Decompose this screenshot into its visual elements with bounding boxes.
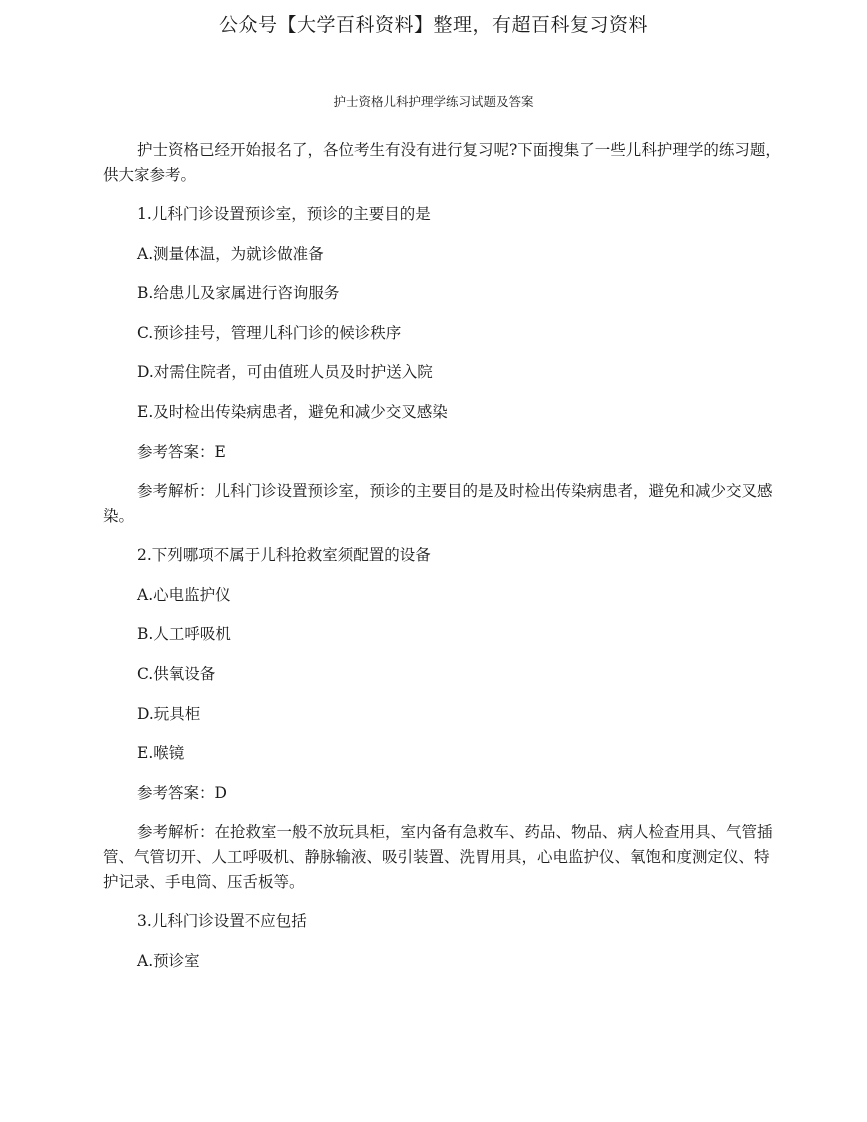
question-2: 2.下列哪项不属于儿科抢救室须配置的设备 [137, 546, 431, 565]
q2-option-c: C.供氧设备 [137, 664, 216, 683]
q2-option-a: A.心电监护仪 [137, 585, 231, 604]
q1-option-c: C.预诊挂号，管理儿科门诊的候诊秩序 [137, 323, 402, 342]
q1-analysis: 参考解析：儿科门诊设置预诊室，预诊的主要目的是及时检出传染病患者，避免和减少交叉感染。 [103, 482, 773, 526]
q2-analysis: 参考解析：在抢救室一般不放玩具柜，室内备有急救车、药品、物品、病人检查用具、气管插管、气管切开、人工呼吸机、静脉输液、吸引装置、洗胃用具，心电监护仪、氧饱和度测定仪、特护记录、手电筒、压舌板等。 [103, 823, 773, 892]
q2-option-d: D.玩具柜 [137, 704, 201, 723]
intro-paragraph: 护士资格已经开始报名了，各位考生有没有进行复习呢?下面搜集了一些儿科护理学的练习题，供大家参考。 [103, 141, 781, 184]
document-title: 护士资格儿科护理学练习试题及答案 [333, 94, 534, 109]
q1-option-a: A.测量体温，为就诊做准备 [137, 244, 324, 263]
q1-answer: 参考答案：E [137, 442, 226, 461]
document-body [103, 138, 783, 989]
q1-option-d: D.对需住院者，可由值班人员及时护送入院 [137, 363, 433, 382]
question-3: 3.儿科门诊设置不应包括 [137, 912, 307, 931]
question-1: 1.儿科门诊设置预诊室，预诊的主要目的是 [137, 205, 431, 223]
page-header: 公众号【大学百科资料】整理，有超百科复习资料 [218, 14, 648, 36]
q2-answer: 参考答案：D [137, 783, 227, 802]
q1-option-e: E.及时检出传染病患者，避免和减少交叉感染 [137, 402, 448, 421]
q2-option-e: E.喉镜 [137, 744, 185, 763]
q1-option-b: B.给患儿及家属进行咨询服务 [137, 284, 340, 303]
q3-option-a: A.预诊室 [137, 951, 200, 970]
q2-option-b: B.人工呼吸机 [137, 625, 231, 644]
